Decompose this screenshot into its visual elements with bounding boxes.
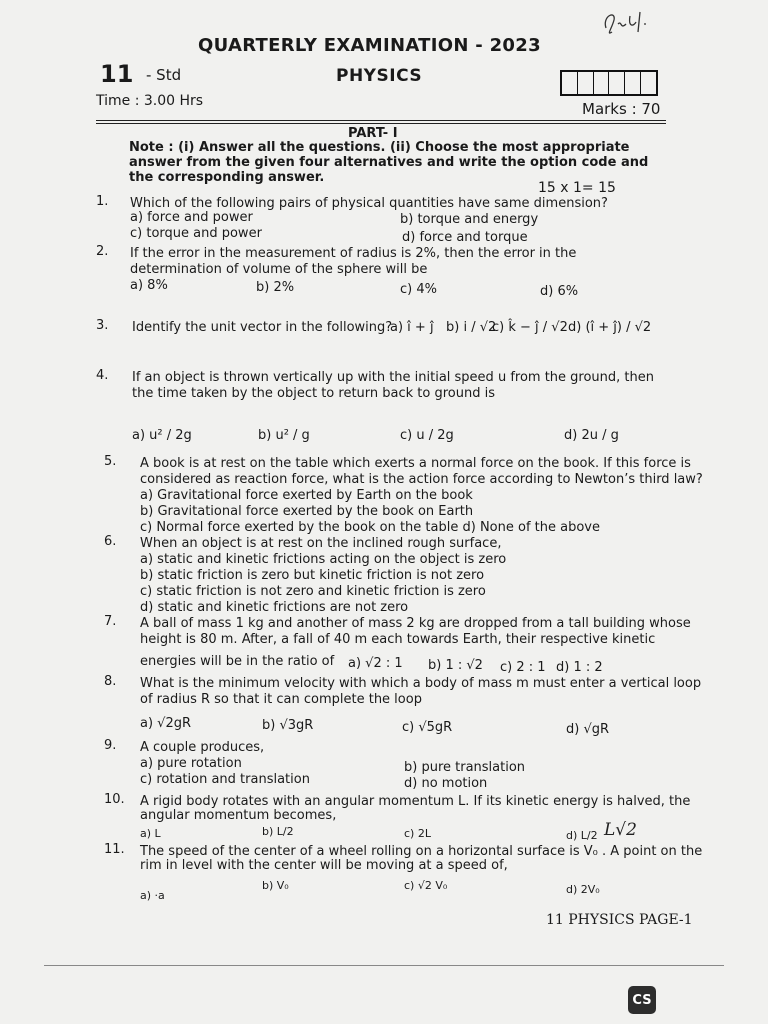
option-c: c) √5gR [402, 720, 453, 735]
option-b: b) 2% [256, 280, 295, 295]
option-a: a) √2gR [140, 716, 192, 731]
option-d: d) no motion [404, 776, 488, 791]
header-divider-top [96, 120, 666, 121]
option-a: a) u² / 2g [132, 428, 192, 443]
question-text: determination of volume of the sphere will be [130, 262, 428, 277]
register-number-boxes [560, 70, 658, 96]
option-b: b) static friction is zero but kinetic friction is not zero [140, 568, 485, 583]
option-c: c) 2L [404, 827, 431, 840]
page-bottom-edge [44, 965, 724, 966]
option-d: d) 1 : 2 [556, 660, 603, 675]
option-c: c) rotation and translation [140, 772, 310, 787]
option-b: b) L/2 [262, 825, 294, 838]
option-b: b) i / √2 [446, 320, 497, 335]
option-b: b) √3gR [262, 718, 314, 733]
option-c: c) 4% [400, 282, 437, 297]
standard-label: - Std [146, 66, 182, 84]
exam-marks: Marks : 70 [582, 100, 661, 118]
option-c: c) u / 2g [400, 428, 454, 443]
option-c: c) √2 V₀ [404, 879, 448, 892]
option-b: b) V₀ [262, 879, 289, 892]
option-a: a) î + ĵ [390, 320, 434, 335]
option-a: a) ·a [140, 889, 165, 902]
exam-time: Time : 3.00 Hrs [96, 93, 204, 109]
option-c: c) static friction is not zero and kinetic friction is zero [140, 584, 486, 599]
option-d: d) force and torque [402, 230, 528, 245]
question-text: rim in level with the center will be moving at a speed of, [140, 858, 508, 873]
option-c: c) k̂ − ĵ / √2 [492, 320, 568, 335]
option-a: a) force and power [130, 210, 253, 225]
question-text: energies will be in the ratio of [140, 654, 335, 669]
option-a: a) Gravitational force exerted by Earth on the book [140, 488, 473, 503]
question-number: 8. [104, 674, 117, 689]
question-number: 10. [104, 792, 125, 807]
question-text: A couple produces, [140, 740, 265, 755]
question-number: 3. [96, 318, 109, 333]
option-b: b) torque and energy [400, 212, 539, 227]
option-a: a) static and kinetic frictions acting on the object is zero [140, 552, 507, 567]
question-text: Which of the following pairs of physical quantities have same dimension? [130, 196, 608, 211]
option-c-d: c) Normal force exerted by the book on the table d) None of the above [140, 520, 600, 535]
question-number: 5. [104, 454, 117, 469]
option-c: c) torque and power [130, 226, 262, 241]
option-a: a) 8% [130, 278, 168, 293]
option-d: d) √gR [566, 722, 610, 737]
question-number: 9. [104, 738, 117, 753]
option-a: a) L [140, 827, 161, 840]
camscanner-logo: CS [628, 986, 656, 1014]
question-text: A ball of mass 1 kg and another of mass 2 kg are dropped from a tall building whose [140, 616, 691, 631]
question-number: 4. [96, 368, 109, 383]
option-d: d) L/2 [566, 829, 598, 842]
question-text: The speed of the center of a wheel rolling on a horizontal surface is V₀ . A point on the [140, 844, 703, 859]
option-c: c) 2 : 1 [500, 660, 546, 675]
header-divider-bottom [96, 123, 666, 124]
handwritten-signature [600, 6, 660, 40]
option-d: d) static and kinetic frictions are not zero [140, 600, 409, 615]
option-b: b) Gravitational force exerted by the book on Earth [140, 504, 474, 519]
question-text: If the error in the measurement of radius is 2%, then the error in the [130, 246, 577, 261]
handwritten-annotation: L√2 [604, 820, 637, 840]
question-number: 1. [96, 194, 109, 209]
question-text: of radius R so that it can complete the loop [140, 692, 422, 707]
question-text: considered as reaction force, what is the action force according to Newton’s third law? [140, 472, 703, 487]
part-label: PART- I [348, 126, 398, 141]
option-b: b) 1 : √2 [428, 658, 483, 673]
option-b: b) pure translation [404, 760, 526, 775]
question-number: 11. [104, 842, 125, 857]
option-d: d) 2u / g [564, 428, 619, 443]
question-text: What is the minimum velocity with which a body of mass m must enter a vertical loop [140, 676, 702, 691]
question-text: the time taken by the object to return back to ground is [132, 386, 495, 401]
question-number: 2. [96, 244, 109, 259]
option-d: d) 2V₀ [566, 883, 600, 896]
question-text: If an object is thrown vertically up with the initial speed u from the ground, then [132, 370, 654, 385]
subject-title: PHYSICS [336, 66, 423, 86]
option-d: d) (î + ĵ) / √2 [568, 320, 652, 335]
option-d: d) 6% [540, 284, 579, 299]
option-a: a) pure rotation [140, 756, 242, 771]
question-text: A rigid body rotates with an angular momentum L. If its kinetic energy is halved, the [140, 794, 691, 809]
option-a: a) √2 : 1 [348, 656, 403, 671]
question-text: angular momentum becomes, [140, 808, 337, 823]
option-b: b) u² / g [258, 428, 310, 443]
question-text: When an object is at rest on the inclined rough surface, [140, 536, 502, 551]
instructions-note: Note : (i) Answer all the questions. (ii) Choose the most appropriate answer from the given four alternatives and write the option code and the corresponding answer. [129, 140, 649, 185]
page-footer: 11 PHYSICS PAGE-1 [546, 912, 693, 928]
standard-number: 11 [100, 60, 134, 88]
section-score: 15 x 1= 15 [538, 180, 616, 196]
question-number: 6. [104, 534, 117, 549]
question-text: height is 80 m. After, a fall of 40 m each towards Earth, their respective kinetic [140, 632, 656, 647]
exam-title: QUARTERLY EXAMINATION - 2023 [198, 35, 541, 56]
question-text: A book is at rest on the table which exerts a normal force on the book. If this force is [140, 456, 691, 471]
question-text: Identify the unit vector in the following? [132, 320, 393, 335]
question-number: 7. [104, 614, 117, 629]
